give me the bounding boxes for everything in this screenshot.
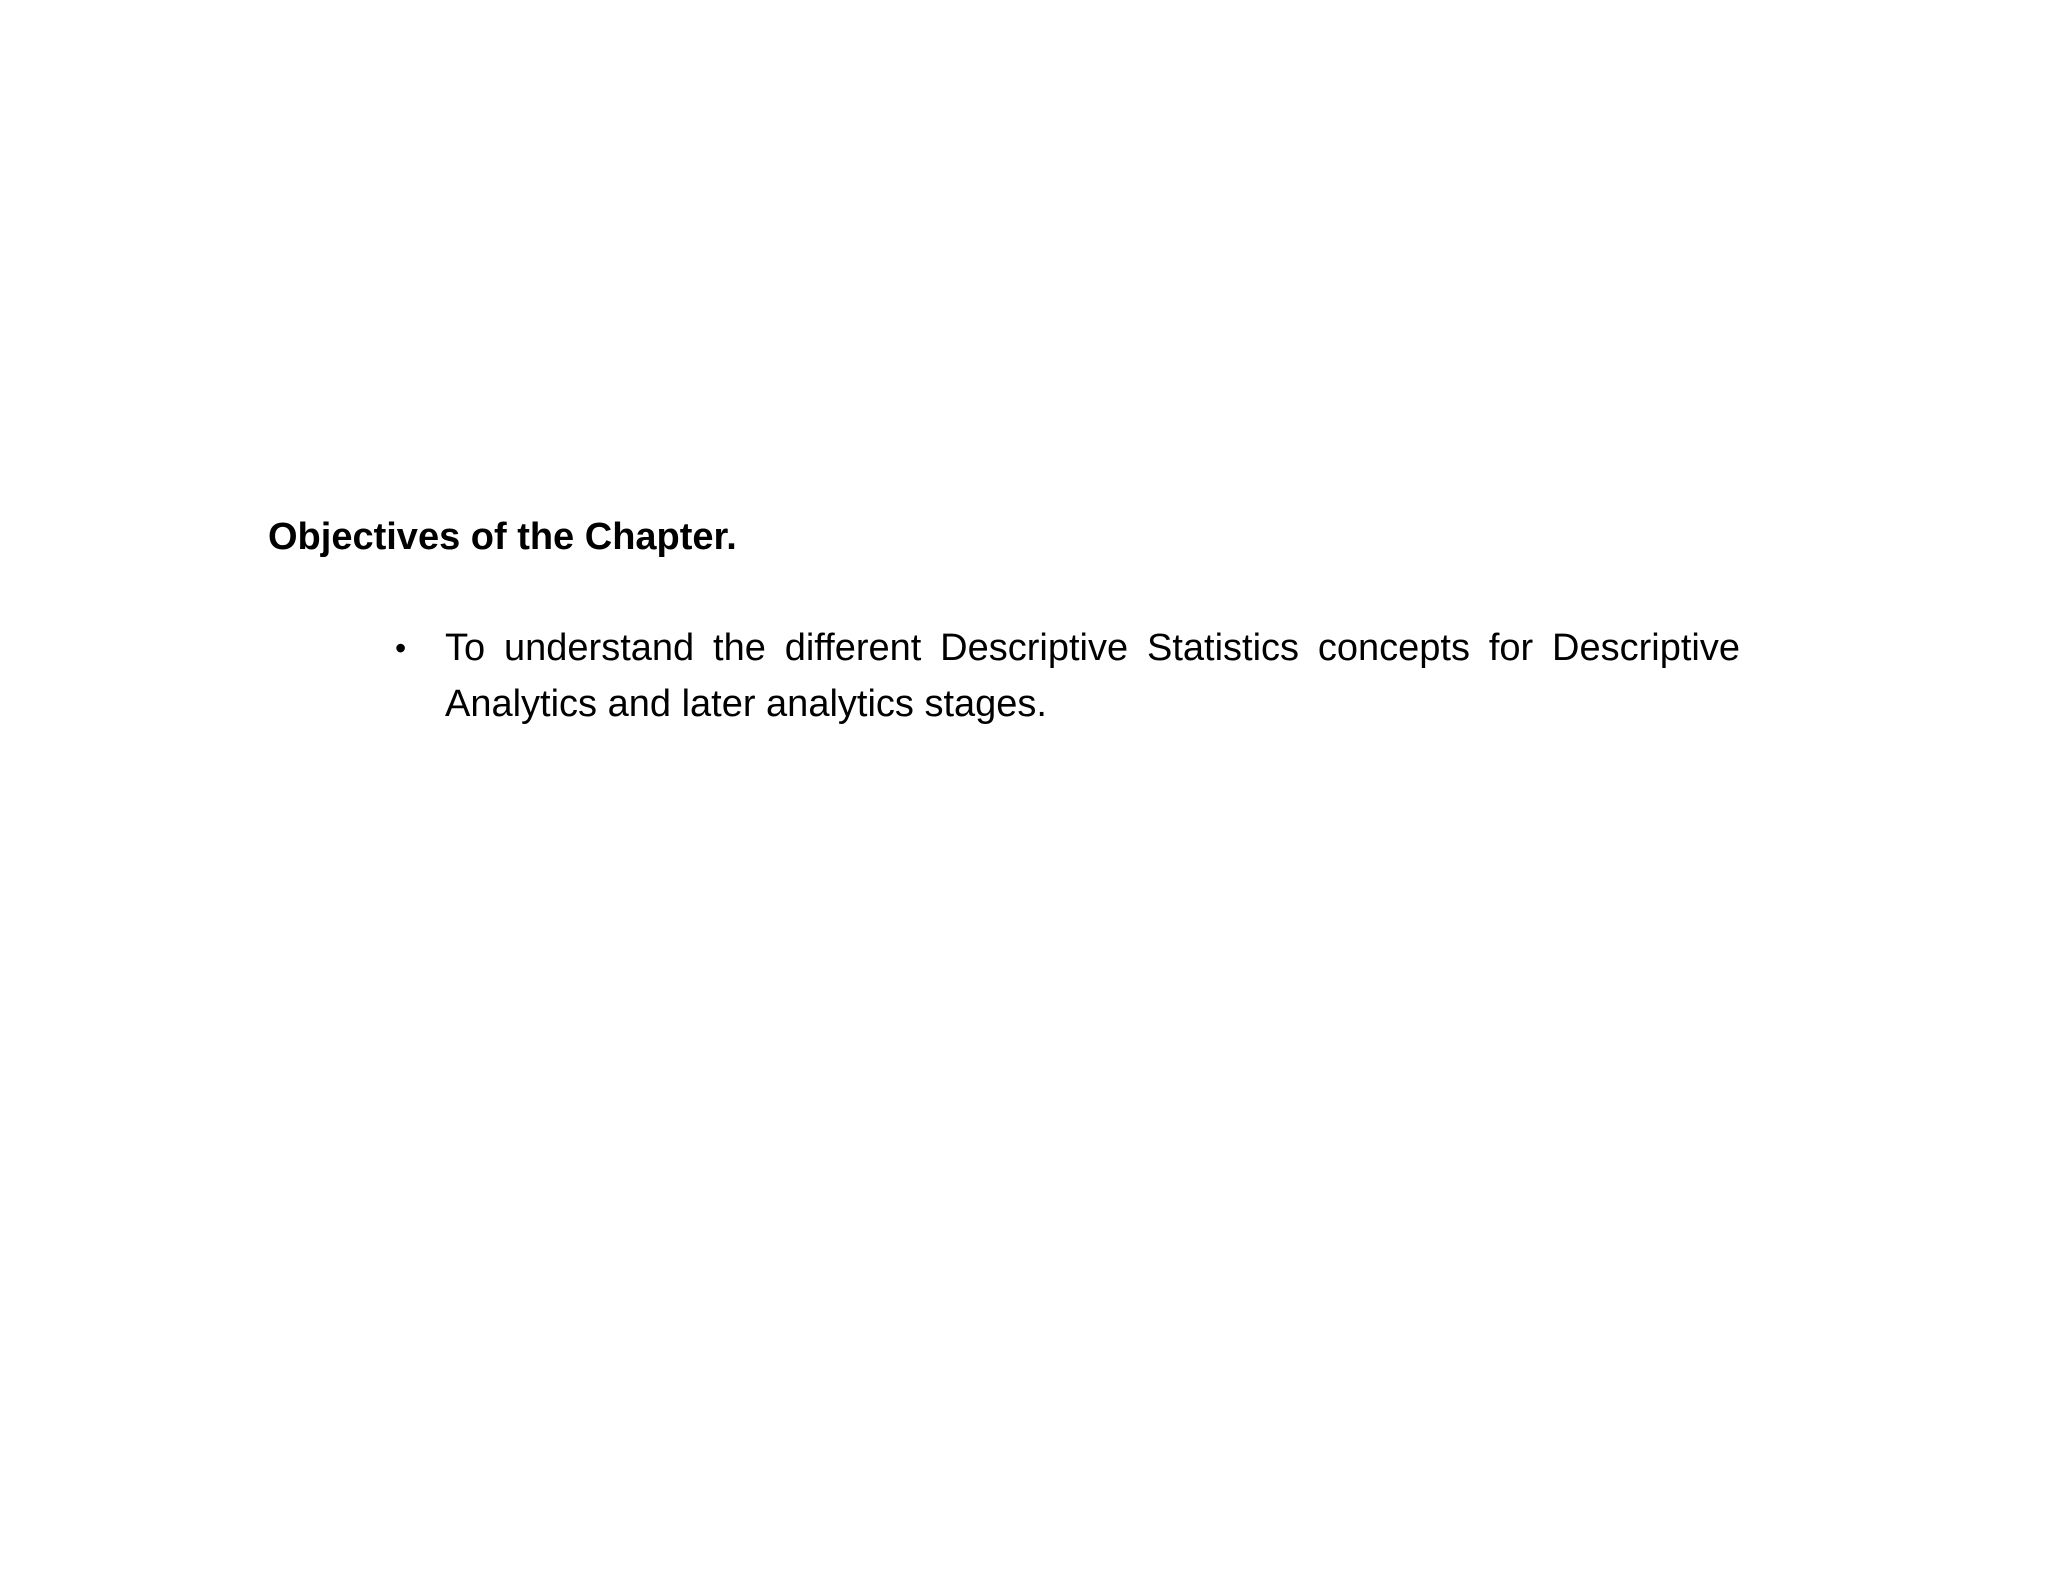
objective-text: To understand the different Descriptive Statistics concepts for Descriptive Analytics and later analytics stages. bbox=[445, 627, 1740, 725]
objectives-list bbox=[395, 620, 1740, 732]
bullet-icon: • bbox=[395, 630, 407, 666]
chapter-objectives-heading: Objectives of the Chapter. bbox=[268, 516, 737, 558]
list-item bbox=[395, 620, 1740, 732]
